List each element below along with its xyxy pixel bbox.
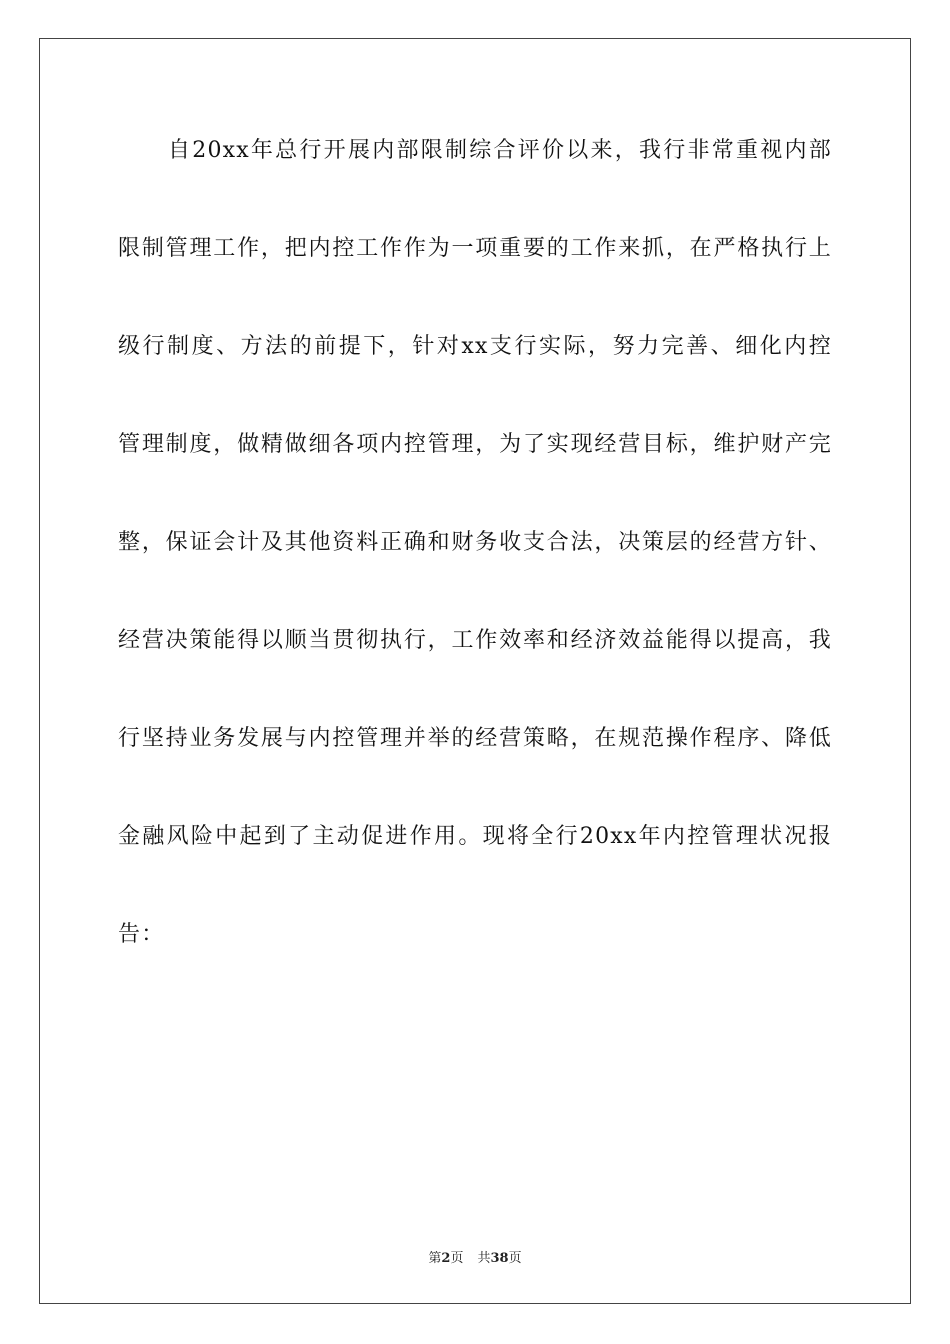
paragraph-line-7: 行坚持业务发展与内控管理并举的经营策略，在规范操作程序、降低 (118, 726, 832, 751)
current-page-number: 2 (441, 1251, 451, 1266)
paragraph-line-1: 自20xx年总行开展内部限制综合评价以来，我行非常重视内部 (168, 138, 832, 163)
paragraph-line-9: 告： (118, 922, 165, 947)
total-label-prefix: 共 (477, 1251, 491, 1266)
page-footer (0, 1247, 950, 1266)
body-paragraph (118, 123, 832, 1005)
page-label-suffix: 页 (450, 1251, 464, 1266)
total-label-suffix: 页 (508, 1251, 522, 1266)
paragraph-line-4: 管理制度，做精做细各项内控管理，为了实现经营目标，维护财产完 (118, 432, 832, 457)
paragraph-line-8: 金融风险中起到了主动促进作用。现将全行20xx年内控管理状况报 (118, 824, 832, 849)
paragraph-line-5: 整，保证会计及其他资料正确和财务收支合法，决策层的经营方针、 (118, 530, 832, 555)
page-label-prefix: 第 (428, 1251, 442, 1266)
total-page-count: 38 (490, 1251, 509, 1266)
paragraph-line-6: 经营决策能得以顺当贯彻执行，工作效率和经济效益能得以提高，我 (118, 628, 832, 653)
paragraph-line-3: 级行制度、方法的前提下，针对xx支行实际，努力完善、细化内控 (118, 334, 832, 359)
paragraph-line-2: 限制管理工作，把内控工作作为一项重要的工作来抓，在严格执行上 (118, 236, 832, 261)
